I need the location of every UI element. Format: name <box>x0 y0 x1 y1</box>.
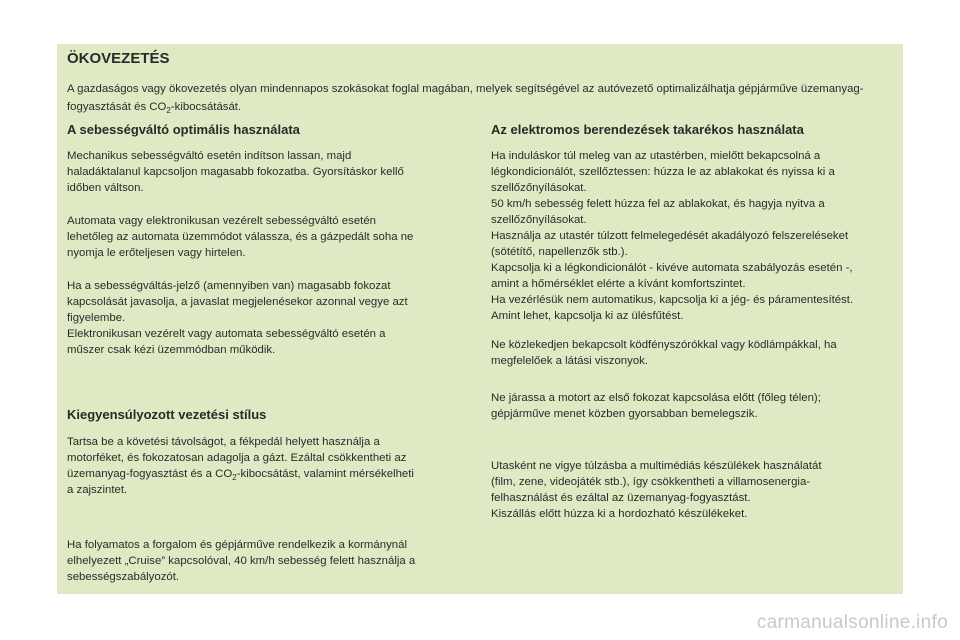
paragraph-automatic-gearbox: Automata vagy elektronikusan vezérelt sebességváltó esetén lehetőleg az automata üzemmódot válassza, és a gázpedált soha ne nyomja le erőteljesen vagy hirtelen. <box>67 215 414 259</box>
paragraph-manual-gearbox: Mechanikus sebességváltó esetén indítson lassan, majd haladáktalanul kapcsoljon magasabb fokozatba. Gyorsításkor kellő időben váltson. <box>67 150 404 194</box>
page-title: ÖKOVEZETÉS <box>67 50 170 67</box>
content-panel <box>57 44 903 594</box>
intro-text: A gazdaságos vagy ökovezetés olyan mindennapos szokásokat foglal magában, melyek segítségével az autóvezető optimalizálhatja gépjárműve üzemanyag-fogyasztását és CO <box>67 83 864 113</box>
paragraph-air-conditioning: Ha induláskor túl meleg van az utastérben, mielőtt bekapcsolná a légkondicionálót, szellőztessen: húzza le az ablakokat és nyissa ki a szellőzőnyílásokat. 50 km/h sebesség felett húzza fel az ablakokat, és hagyja nyitva a szellőzőnyílásokat. Használja az utastér túlzott felmelegedését akadályozó felszereléseket (sötétítő, napellenzők stb.). Kapcsolja ki a légkondicionálót - kivéve automata szabályozás esetén -, amint a hőmérséklet elérte a kívánt komfortszintet. Ha vezérlésük nem automatikus, kapcsolja ki a jég- és páramentesítést. Amint lehet, kapcsolja ki az ülésfűtést. <box>491 150 854 322</box>
paragraph-driving-style <box>67 434 467 498</box>
paragraph-multimedia: Utasként ne vigye túlzásba a multimédiás készülékek használatát (film, zene, videojáték stb.), így csökkentheti a villamosenergia- felhasználást és ezáltal az üzemanyag-fogyasztást. Kiszállás előtt húzza ki a hordozható készülékeket. <box>491 460 822 520</box>
intro-subscript: 2 <box>166 106 171 115</box>
paragraph-fog-lights: Ne közlekedjen bekapcsolt ködfényszórókkal vagy ködlámpákkal, ha megfelelőek a látási viszonyok. <box>491 339 837 367</box>
section-heading-electrical: Az elektromos berendezések takarékos használata <box>491 122 804 137</box>
driving-style-subscript: 2 <box>232 473 237 482</box>
paragraph-engine-warmup: Ne járassa a motort az első fokozat kapcsolása előtt (főleg télen); gépjárműve menet közben gyorsabban bemelegszik. <box>491 392 821 420</box>
intro-paragraph <box>67 80 897 116</box>
watermark: carmanualsonline.info <box>756 612 948 633</box>
intro-text-end: -kibocsátását. <box>170 101 242 113</box>
paragraph-cruise-control: Ha folyamatos a forgalom és gépjárműve rendelkezik a kormánynál elhelyezett „Cruise” kapcsolóval, 40 km/h sebesség felett használja a sebességszabályozót. <box>67 539 416 583</box>
section-heading-gearbox: A sebességváltó optimális használata <box>67 122 300 137</box>
section-heading-driving-style: Kiegyensúlyozott vezetési stílus <box>67 407 267 422</box>
driving-style-text-end: -kibocsátást, valamint mérsékelheti a zajszintet. <box>67 468 414 496</box>
driving-style-text: Tartsa be a követési távolságot, a fékpedál helyett használja a motorféket, és fokozatosan adagolja a gázt. Ezáltal csökkentheti az üzemanyag-fogyasztást és a CO <box>67 436 407 480</box>
paragraph-gear-indicator: Ha a sebességváltás-jelző (amennyiben van) magasabb fokozat kapcsolását javasolja, a javaslat megjelenésekor azonnal vegye azt figyelembe. Elektronikusan vezérelt vagy automata sebességváltó esetén a műszer csak kézi üzemmódban működik. <box>67 280 408 356</box>
